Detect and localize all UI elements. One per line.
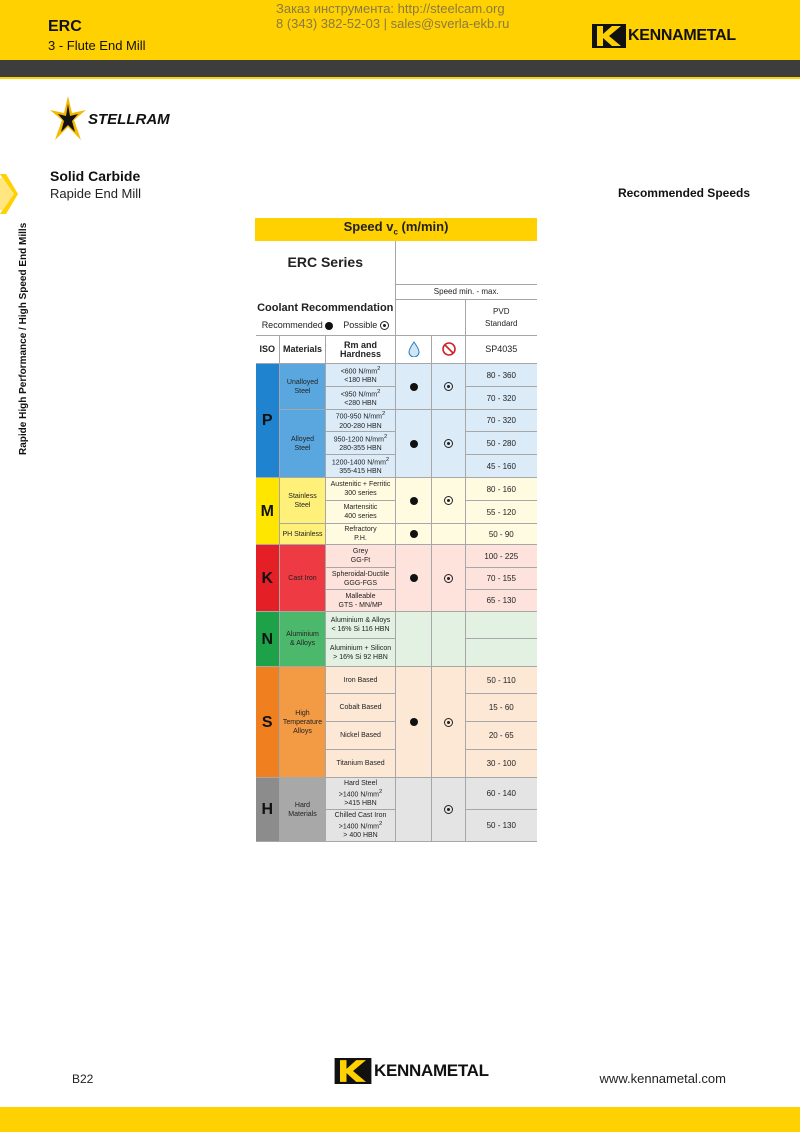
hardness-row: Grey GG-Ft [326, 545, 396, 568]
speed-value: 30 - 100 [466, 750, 537, 778]
iso-n: N [256, 612, 280, 667]
footer-band [0, 1107, 800, 1132]
speed-table [255, 218, 537, 842]
speed-value: 20 - 65 [466, 722, 537, 750]
speed-range-label: Speed min. - max. [396, 284, 537, 299]
speed-blank [466, 639, 537, 667]
contact-phone-email[interactable]: 8 (343) 382-52-03 | sales@sverla-ekb.ru [276, 16, 510, 31]
recommended-blank [396, 778, 432, 842]
contact-order-line[interactable]: Заказ инструмента: http://steelcam.org [276, 1, 505, 16]
header-divider [0, 60, 800, 77]
header-line [0, 77, 800, 79]
speed-value: 70 - 320 [466, 410, 537, 432]
spacer-cell [256, 284, 396, 299]
section-chevron-icon [0, 174, 18, 214]
possible-mark [432, 364, 466, 410]
speed-value: 65 - 130 [466, 590, 537, 612]
dry-icon-cell [432, 336, 466, 364]
hardness-row: Chilled Cast Iron >1400 $N/mm^2$ > 400 HBN [326, 810, 396, 842]
possible-mark [432, 478, 466, 524]
speed-value: 100 - 225 [466, 545, 537, 568]
coolant-drop-icon [408, 341, 420, 357]
speed-value: 70 - 320 [466, 387, 537, 410]
legend-recommended: Recommended [261, 319, 323, 330]
coolant-legend-row [256, 321, 396, 330]
kennametal-logo-header [592, 24, 736, 48]
hardness-row: Martensitic 400 series [326, 501, 396, 524]
recommended-dot-icon [325, 322, 333, 330]
pvd-label: PVD [493, 306, 510, 316]
section-subtitle: Rapide End Mill [50, 186, 142, 201]
hardness-row: Hard Steel >1400 $N/mm^2$ >415 HBN [326, 778, 396, 810]
speed-value: 50 - 90 [466, 524, 537, 545]
speed-value: 55 - 120 [466, 501, 537, 524]
speed-header: Speed $v_c$ (m/min) [256, 219, 537, 241]
hardness-row: Cobalt Based [326, 694, 396, 722]
kennametal-k-icon [334, 1058, 372, 1084]
speed-value: 50 - 280 [466, 432, 537, 455]
hardness-row: 1200-1400 $N/mm^2$ 355-415 HBN [326, 455, 396, 478]
page-number: B22 [72, 1072, 94, 1086]
material-unalloyed-steel: Unalloyed Steel [280, 364, 326, 410]
hardness-row: Spheroidal-Ductile GGG-FGS [326, 568, 396, 590]
material-high-temp-alloys: High Temperature Alloys [280, 667, 326, 778]
material-cast-iron: Cast Iron [280, 545, 326, 612]
speed-value: 80 - 360 [466, 364, 537, 387]
possible-blank [432, 524, 466, 545]
recommended-mark [396, 364, 432, 410]
speed-value: 45 - 160 [466, 455, 537, 478]
speed-value: 60 - 140 [466, 778, 537, 810]
speed-blank [466, 612, 537, 639]
website-link[interactable]: www.kennametal.com [599, 1071, 726, 1086]
hardness-row: Aluminium + Silicon > 16% Si 92 HBN [326, 639, 396, 667]
kennametal-wordmark: KENNAMETAL [374, 1061, 489, 1080]
col-grade: SP4035 [466, 336, 537, 364]
coolant-icons-blank [396, 299, 466, 336]
possible-mark [432, 410, 466, 478]
side-label: Rapide High Performance / High Speed End Mills [18, 222, 29, 455]
kennametal-k-icon [592, 24, 626, 48]
material-stainless-steel: Stainless Steel [280, 478, 326, 524]
material-ph-stainless: PH Stainless [280, 524, 326, 545]
stellram-star-icon [50, 96, 86, 142]
iso-s: S [256, 667, 280, 778]
speed-value: 15 - 60 [466, 694, 537, 722]
kennametal-wordmark: KENNAMETAL [628, 27, 736, 44]
pvd-standard [466, 299, 537, 336]
recommended-mark [396, 478, 432, 524]
iso-h: H [256, 778, 280, 842]
product-code: ERC [48, 18, 82, 35]
hardness-row: <600 $N/mm^2$ <180 HBN [326, 364, 396, 387]
recommended-mark [396, 410, 432, 478]
hardness-row: Refractory P.H. [326, 524, 396, 545]
standard-label: Standard [485, 318, 518, 328]
series-blank [396, 241, 537, 285]
hardness-row: Malleable GTS - MN/MP [326, 590, 396, 612]
coolant-blank [396, 612, 432, 667]
possible-mark [432, 667, 466, 778]
speed-value: 50 - 130 [466, 810, 537, 842]
iso-p: P [256, 364, 280, 478]
material-alloyed-steel: Alloyed Steel [280, 410, 326, 478]
hardness-row: Nickel Based [326, 722, 396, 750]
speed-value: 80 - 160 [466, 478, 537, 501]
speed-value: 70 - 155 [466, 568, 537, 590]
recommended-mark [396, 667, 432, 778]
stellram-wordmark: STELLRAM [88, 110, 170, 128]
no-coolant-icon [442, 342, 456, 356]
iso-k: K [256, 545, 280, 612]
speed-value: 50 - 110 [466, 667, 537, 694]
recommended-speeds-heading: Recommended Speeds [617, 186, 750, 200]
possible-dot-icon [380, 321, 389, 330]
col-materials: Materials [280, 336, 326, 364]
coolant-legend [256, 299, 396, 336]
recommended-mark [396, 545, 432, 612]
recommended-mark [396, 524, 432, 545]
coolant-blank [432, 612, 466, 667]
contact-info [276, 1, 509, 31]
coolant-title: Coolant Recommendation [257, 301, 394, 314]
col-iso: ISO [256, 336, 280, 364]
wet-coolant-icon-cell [396, 336, 432, 364]
kennametal-logo-footer [334, 1058, 489, 1084]
possible-mark [432, 778, 466, 842]
stellram-logo [50, 96, 170, 142]
material-hard-materials: Hard Materials [280, 778, 326, 842]
hardness-row: Titanium Based [326, 750, 396, 778]
hardness-row: Austenitic + Ferritic 300 series [326, 478, 396, 501]
series-title: ERC Series [256, 241, 396, 285]
possible-mark [432, 545, 466, 612]
legend-possible: Possible [343, 319, 378, 330]
hardness-row: <950 $N/mm^2$ <280 HBN [326, 387, 396, 410]
col-rm-hardness: Rm and Hardness [326, 336, 396, 364]
section-title: Solid Carbide [50, 168, 141, 184]
hardness-row: Iron Based [326, 667, 396, 694]
hardness-row: 950-1200 $N/mm^2$ 280-355 HBN [326, 432, 396, 455]
hardness-row: 700-950 $N/mm^2$ 200-280 HBN [326, 410, 396, 432]
product-subtitle: 3 - Flute End Mill [48, 38, 146, 53]
iso-m: M [256, 478, 280, 545]
hardness-row: Aluminium & Alloys < 16% Si 116 HBN [326, 612, 396, 639]
material-aluminium: Aluminium & Alloys [280, 612, 326, 667]
